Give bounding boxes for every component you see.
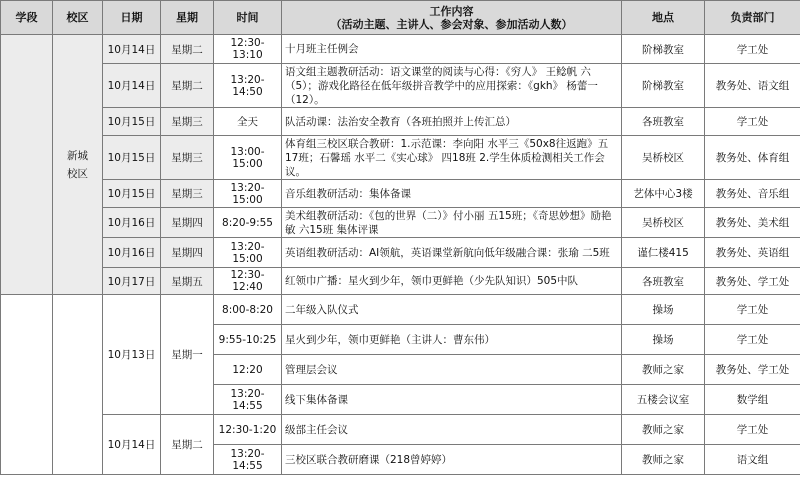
header-content-subtitle: （活动主题、主讲人、参会对象、参加活动人数） [330, 17, 573, 31]
place-cell: 教师之家 [622, 355, 705, 385]
dept-cell: 学工处 [705, 325, 800, 355]
table-row [1, 268, 800, 295]
dept-cell: 教务处、美术组 [705, 208, 800, 238]
content-cell: 十月班主任例会 [282, 35, 622, 64]
date-cell: 10月15日 [103, 108, 161, 136]
place-cell: 教师之家 [622, 445, 705, 475]
table-row [1, 238, 800, 268]
place-cell: 艺体中心3楼 [622, 180, 705, 208]
place-cell: 五楼会议室 [622, 385, 705, 415]
table-row [1, 415, 800, 445]
header-dept: 负责部门 [705, 1, 800, 35]
place-cell: 各班教室 [622, 108, 705, 136]
date-cell: 10月13日 [103, 295, 161, 415]
date-cell: 10月16日 [103, 208, 161, 238]
weekday-cell: 星期二 [161, 35, 214, 64]
weekday-cell: 星期二 [161, 64, 214, 108]
content-cell: 体育组三校区联合教研：1.示范课：李向阳 水平三《50x8往返跑》五17班；石馨瑶 水平二《实心球》 四18班 2.学生体质检测相关工作会议。 [282, 136, 622, 180]
stage-cell [1, 295, 53, 475]
dept-cell: 学工处 [705, 35, 800, 64]
date-cell: 10月14日 [103, 415, 161, 475]
time-cell: 12:30-1:20 [214, 415, 282, 445]
place-cell: 操场 [622, 325, 705, 355]
dept-cell: 学工处 [705, 108, 800, 136]
dept-cell: 数学组 [705, 385, 800, 415]
time-cell: 9:55-10:25 [214, 325, 282, 355]
header-time: 时间 [214, 1, 282, 35]
date-cell: 10月14日 [103, 35, 161, 64]
dept-cell: 教务处、学工处 [705, 268, 800, 295]
date-cell: 10月16日 [103, 238, 161, 268]
time-cell: 12:30-12:40 [214, 268, 282, 295]
place-cell: 谨仁楼415 [622, 238, 705, 268]
table-row [1, 35, 800, 64]
content-cell: 线下集体备课 [282, 385, 622, 415]
place-cell: 阶梯教室 [622, 64, 705, 108]
dept-cell: 教务处、语文组 [705, 64, 800, 108]
time-cell: 12:20 [214, 355, 282, 385]
time-cell: 13:20-14:55 [214, 445, 282, 475]
campus-cell [53, 295, 103, 475]
dept-cell: 教务处、英语组 [705, 238, 800, 268]
content-cell: 星火到少年，领巾更鲜艳（主讲人：曹东伟） [282, 325, 622, 355]
content-cell: 英语组教研活动：AI领航，英语课堂新航向低年级融合课：张瑜 二5班 [282, 238, 622, 268]
dept-cell: 学工处 [705, 295, 800, 325]
time-cell: 13:20-15:00 [214, 180, 282, 208]
place-cell: 教师之家 [622, 415, 705, 445]
dept-cell: 语文组 [705, 445, 800, 475]
place-cell: 吴桥校区 [622, 136, 705, 180]
content-cell: 二年级入队仪式 [282, 295, 622, 325]
time-cell: 全天 [214, 108, 282, 136]
time-cell: 13:00-15:00 [214, 136, 282, 180]
campus-cell: 新城 校区 [53, 35, 103, 295]
content-cell: 红领巾广播：星火到少年，领巾更鲜艳（少先队知识）505中队 [282, 268, 622, 295]
header-content-title: 工作内容 [429, 4, 474, 18]
time-cell: 8:00-8:20 [214, 295, 282, 325]
time-cell: 13:20-14:50 [214, 64, 282, 108]
time-cell: 13:20-14:55 [214, 385, 282, 415]
time-cell: 8:20-9:55 [214, 208, 282, 238]
header-weekday: 星期 [161, 1, 214, 35]
weekday-cell: 星期三 [161, 136, 214, 180]
header-stage: 学段 [1, 1, 53, 35]
weekday-cell: 星期一 [161, 295, 214, 415]
date-cell: 10月17日 [103, 268, 161, 295]
place-cell: 吴桥校区 [622, 208, 705, 238]
time-cell: 13:20-15:00 [214, 238, 282, 268]
content-cell: 三校区联合教研磨课（218曾婷婷） [282, 445, 622, 475]
header-content [282, 1, 622, 35]
table-row [1, 180, 800, 208]
header-row [1, 1, 800, 35]
dept-cell: 学工处 [705, 415, 800, 445]
content-cell: 级部主任会议 [282, 415, 622, 445]
weekday-cell: 星期四 [161, 238, 214, 268]
weekday-cell: 星期三 [161, 108, 214, 136]
weekday-cell: 星期五 [161, 268, 214, 295]
content-cell: 语文组主题教研活动：语文课堂的阅读与心得：《穷人》 王鲶帆 六（5）；游戏化路径在低年级拼音教学中的应用探索：《gkh》 杨蕾一（12）。 [282, 64, 622, 108]
time-cell: 12:30-13:10 [214, 35, 282, 64]
content-cell: 音乐组教研活动：集体备课 [282, 180, 622, 208]
table-row [1, 136, 800, 180]
weekday-cell: 星期四 [161, 208, 214, 238]
dept-cell: 教务处、学工处 [705, 355, 800, 385]
place-cell: 阶梯教室 [622, 35, 705, 64]
table-row [1, 295, 800, 325]
content-cell: 管理层会议 [282, 355, 622, 385]
table-row [1, 108, 800, 136]
header-place: 地点 [622, 1, 705, 35]
stage-cell [1, 35, 53, 295]
date-cell: 10月14日 [103, 64, 161, 108]
content-cell: 美术组教研活动：《包的世界（二）》付小丽 五15班；《奇思妙想》励艳敏 六15班 集体评课 [282, 208, 622, 238]
date-cell: 10月15日 [103, 136, 161, 180]
weekday-cell: 星期二 [161, 415, 214, 475]
content-cell: 队活动课：法治安全教育（各班拍照并上传汇总） [282, 108, 622, 136]
table-row [1, 64, 800, 108]
table-row [1, 208, 800, 238]
date-cell: 10月15日 [103, 180, 161, 208]
place-cell: 操场 [622, 295, 705, 325]
place-cell: 各班教室 [622, 268, 705, 295]
header-date: 日期 [103, 1, 161, 35]
weekday-cell: 星期三 [161, 180, 214, 208]
dept-cell: 教务处、音乐组 [705, 180, 800, 208]
header-campus: 校区 [53, 1, 103, 35]
dept-cell: 教务处、体育组 [705, 136, 800, 180]
